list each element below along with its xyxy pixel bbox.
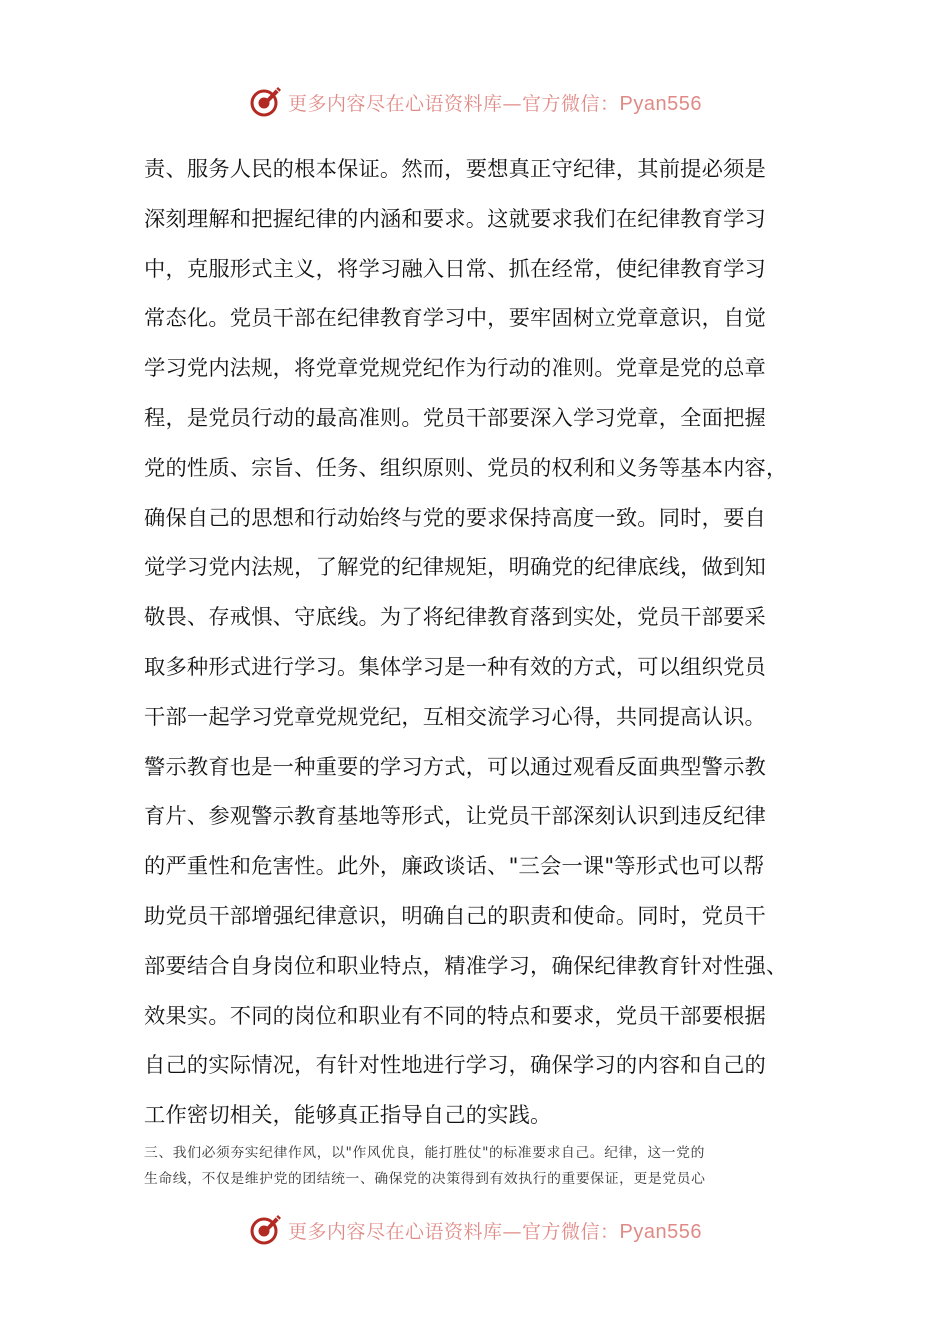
paragraph-line: 效果实。不同的岗位和职业有不同的特点和要求，党员干部要根据 — [144, 1003, 766, 1029]
paragraph-line: 的严重性和危害性。此外，廉政谈话、"三会一课"等形式也可以帮 — [144, 854, 765, 880]
paragraph-line: 学习党内法规，将党章党规党纪作为行动的准则。党章是党的总章 — [144, 356, 766, 382]
paragraph-line: 育片、参观警示教育基地等形式，让党员干部深刻认识到违反纪律 — [144, 804, 766, 830]
main-paragraph — [144, 145, 824, 1141]
paragraph-line: 常态化。党员干部在纪律教育学习中，要牢固树立党章意识，自觉 — [144, 306, 766, 332]
section-three-paragraph — [144, 1140, 824, 1192]
banner-label: 更多内容尽在心语资料库—官方微信： — [288, 92, 620, 115]
banner-text — [288, 1217, 702, 1244]
paragraph-line: 责、服务人民的根本保证。然而，要想真正守纪律，其前提必须是 — [144, 157, 766, 182]
pen-nib-logo-icon — [248, 84, 284, 120]
footer-banner — [0, 1210, 950, 1250]
paragraph-line: 中，克服形式主义，将学习融入日常、抓在经常，使纪律教育学习 — [144, 256, 766, 282]
paragraph-line: 工作密切相关，能够真正指导自己的实践。 — [144, 1103, 552, 1129]
paragraph-line: 取多种形式进行学习。集体学习是一种有效的方式，可以组织党员 — [144, 654, 766, 680]
banner-wechat-id: Pyan556 — [619, 1220, 702, 1243]
paragraph-line: 助党员干部增强纪律意识，明确自己的职责和使命。同时，党员干 — [144, 903, 766, 929]
section-three-line: 生命线，不仅是维护党的团结统一、确保党的决策得到有效执行的重要保证，更是党员心 — [144, 1171, 706, 1187]
pen-nib-logo-icon — [248, 1212, 284, 1248]
section-three-line: 三、我们必须夯实纪律作风，以"作风优良，能打胜仗"的标准要求自己。纪律，这一党的 — [144, 1145, 705, 1161]
paragraph-line: 觉学习党内法规，了解党的纪律规矩，明确党的纪律底线，做到知 — [144, 555, 766, 581]
paragraph-line: 敬畏、存戒惧、守底线。为了将纪律教育落到实处，党员干部要采 — [144, 605, 766, 631]
paragraph-line: 自己的实际情况，有针对性地进行学习，确保学习的内容和自己的 — [144, 1053, 766, 1079]
banner-text — [288, 89, 702, 116]
banner-wechat-id: Pyan556 — [619, 92, 702, 115]
paragraph-line: 深刻理解和把握纪律的内涵和要求。这就要求我们在纪律教育学习 — [144, 206, 766, 232]
paragraph-line: 党的性质、宗旨、任务、组织原则、党员的权利和义务等基本内容， — [144, 455, 788, 481]
paragraph-line: 确保自己的思想和行动始终与党的要求保持高度一致。同时，要自 — [144, 505, 766, 531]
paragraph-line: 警示教育也是一种重要的学习方式，可以通过观看反面典型警示教 — [144, 754, 766, 780]
banner-label: 更多内容尽在心语资料库—官方微信： — [288, 1220, 620, 1243]
header-banner — [0, 82, 950, 122]
paragraph-line: 部要结合自身岗位和职业特点，精准学习，确保纪律教育针对性强、 — [144, 953, 788, 979]
paragraph-line: 程，是党员行动的最高准则。党员干部要深入学习党章，全面把握 — [144, 405, 766, 431]
paragraph-line: 干部一起学习党章党规党纪，互相交流学习心得，共同提高认识。 — [144, 704, 766, 730]
